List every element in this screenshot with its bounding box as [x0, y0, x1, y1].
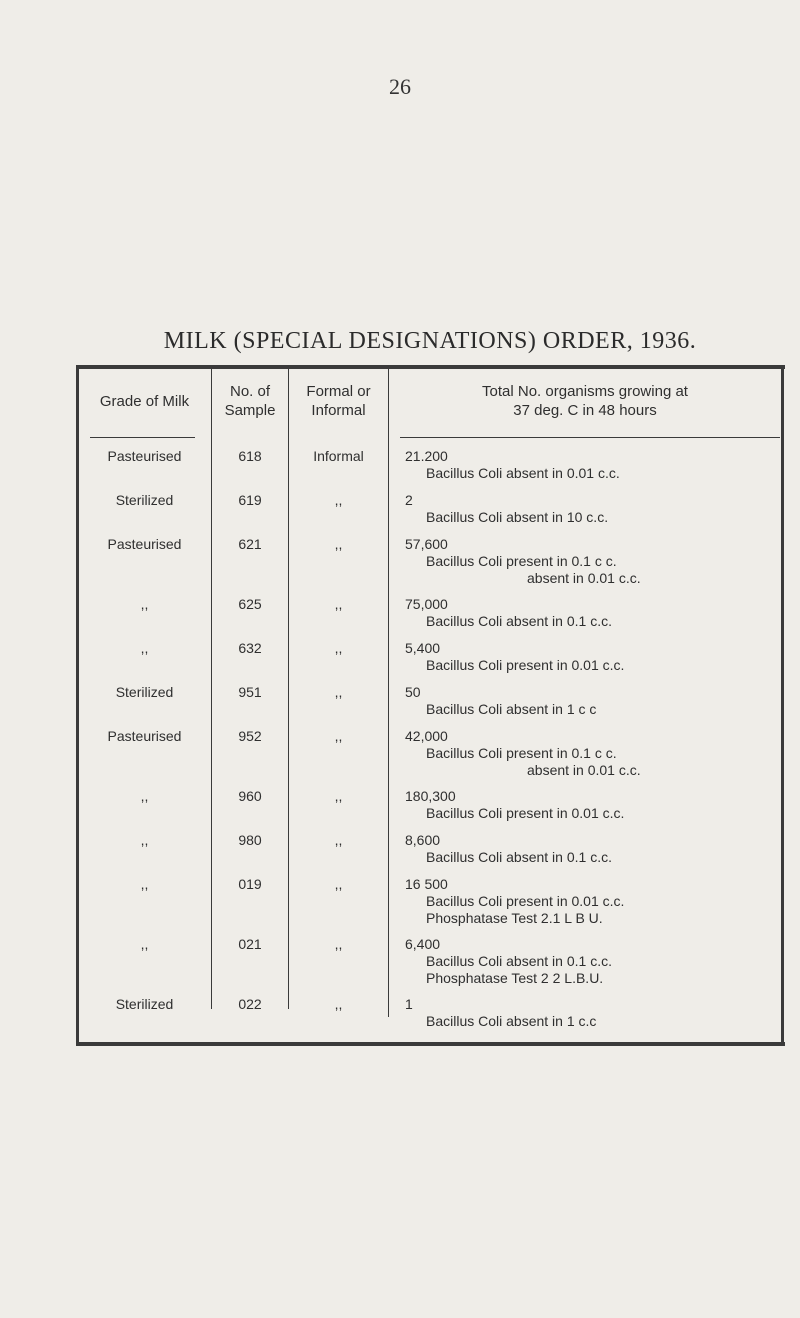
remark-line: Bacillus Coli absent in 0.1 c.c.: [426, 613, 612, 629]
remark-line: Bacillus Coli absent in 0.1 c.c.: [426, 849, 612, 865]
sample-no-cell: 618: [238, 448, 262, 464]
remark-line: Bacillus Coli absent in 0.01 c.c.: [426, 465, 620, 481]
header-grade-line: Grade of Milk: [99, 393, 190, 410]
header-sample-no-line: Sample: [224, 402, 276, 419]
remark-line: Bacillus Coli absent in 10 c.c.: [426, 509, 609, 525]
header-total-line: Total No. organisms growing at: [482, 383, 688, 400]
grade-cell: ,,: [140, 936, 149, 952]
header-total: [389, 382, 781, 420]
grade-cell: ,,: [140, 876, 149, 892]
grade-cell: ,,: [140, 788, 149, 804]
grade-cell: ,,: [140, 832, 149, 848]
remark-line: absent in 0.01 c.c.: [527, 570, 641, 586]
formal-cell: ,,: [334, 876, 343, 892]
page-number: 26: [389, 74, 411, 99]
total-organisms-cell: 21.200: [405, 448, 448, 464]
grade-cell: Pasteurised: [107, 448, 182, 464]
header-formal: [289, 382, 388, 420]
sample-no-cell: 022: [238, 996, 262, 1012]
remark-line: Bacillus Coli present in 0.01 c.c.: [426, 893, 625, 909]
total-organisms-cell: 8,600: [405, 832, 441, 848]
remark-line: absent in 0.01 c.c.: [527, 762, 641, 778]
remark-line: Bacillus Coli absent in 1 c c: [426, 701, 597, 717]
remark-line: Bacillus Coli present in 0.1 c c.: [426, 553, 617, 569]
total-organisms-cell: 1: [405, 996, 413, 1012]
total-organisms-cell: 2: [405, 492, 413, 508]
remark-line: Bacillus Coli present in 0.01 c.c.: [426, 805, 625, 821]
formal-cell: Informal: [313, 448, 364, 464]
grade-cell: ,,: [140, 596, 149, 612]
formal-cell: ,,: [334, 596, 343, 612]
formal-cell: ,,: [334, 832, 343, 848]
page-title: MILK (SPECIAL DESIGNATIONS) ORDER, 1936.: [163, 328, 697, 354]
header-underline: [90, 437, 195, 438]
total-organisms-cell: 42,000: [405, 728, 448, 744]
formal-cell: ,,: [334, 728, 343, 744]
total-organisms-cell: 180,300: [405, 788, 456, 804]
formal-cell: ,,: [334, 788, 343, 804]
grade-cell: Pasteurised: [107, 728, 182, 744]
remark-line: Bacillus Coli absent in 0.1 c.c.: [426, 953, 612, 969]
column-divider: [388, 369, 389, 1017]
formal-cell: ,,: [334, 640, 343, 656]
table-bottom-rule: [76, 1042, 785, 1046]
sample-no-cell: 021: [238, 936, 262, 952]
header-grade: [78, 392, 211, 411]
sample-no-cell: 621: [238, 536, 262, 552]
header-sample-no: [212, 382, 288, 420]
total-organisms-cell: 16 500: [405, 876, 448, 892]
sample-no-cell: 632: [238, 640, 262, 656]
formal-cell: ,,: [334, 936, 343, 952]
remark-line: Phosphatase Test 2 2 L.B.U.: [426, 970, 604, 986]
sample-no-cell: 625: [238, 596, 262, 612]
total-organisms-cell: 75,000: [405, 596, 448, 612]
remark-line: Bacillus Coli absent in 1 c.c: [426, 1013, 597, 1029]
table-top-rule: [76, 365, 785, 369]
grade-cell: Sterilized: [115, 492, 174, 508]
header-sample-no-line: No. of: [229, 383, 271, 400]
sample-no-cell: 980: [238, 832, 262, 848]
remark-line: Phosphatase Test 2.1 L B U.: [426, 910, 603, 926]
formal-cell: ,,: [334, 492, 343, 508]
remark-line: Bacillus Coli present in 0.01 c.c.: [426, 657, 625, 673]
sample-no-cell: 960: [238, 788, 262, 804]
grade-cell: Pasteurised: [107, 536, 182, 552]
header-total-line: 37 deg. C in 48 hours: [513, 402, 657, 419]
table-border-right: [781, 369, 784, 1042]
remark-line: Bacillus Coli present in 0.1 c c.: [426, 745, 617, 761]
total-organisms-cell: 5,400: [405, 640, 441, 656]
sample-no-cell: 019: [238, 876, 262, 892]
header-formal-line: Informal: [311, 402, 366, 419]
formal-cell: ,,: [334, 536, 343, 552]
sample-no-cell: 951: [238, 684, 262, 700]
total-organisms-cell: 6,400: [405, 936, 441, 952]
grade-cell: Sterilized: [115, 684, 174, 700]
sample-no-cell: 952: [238, 728, 262, 744]
grade-cell: ,,: [140, 640, 149, 656]
formal-cell: ,,: [334, 684, 343, 700]
header-underline: [400, 437, 780, 438]
sample-no-cell: 619: [238, 492, 262, 508]
formal-cell: ,,: [334, 996, 343, 1012]
total-organisms-cell: 50: [405, 684, 421, 700]
total-organisms-cell: 57,600: [405, 536, 448, 552]
header-formal-line: Formal or: [306, 383, 371, 400]
grade-cell: Sterilized: [115, 996, 174, 1012]
